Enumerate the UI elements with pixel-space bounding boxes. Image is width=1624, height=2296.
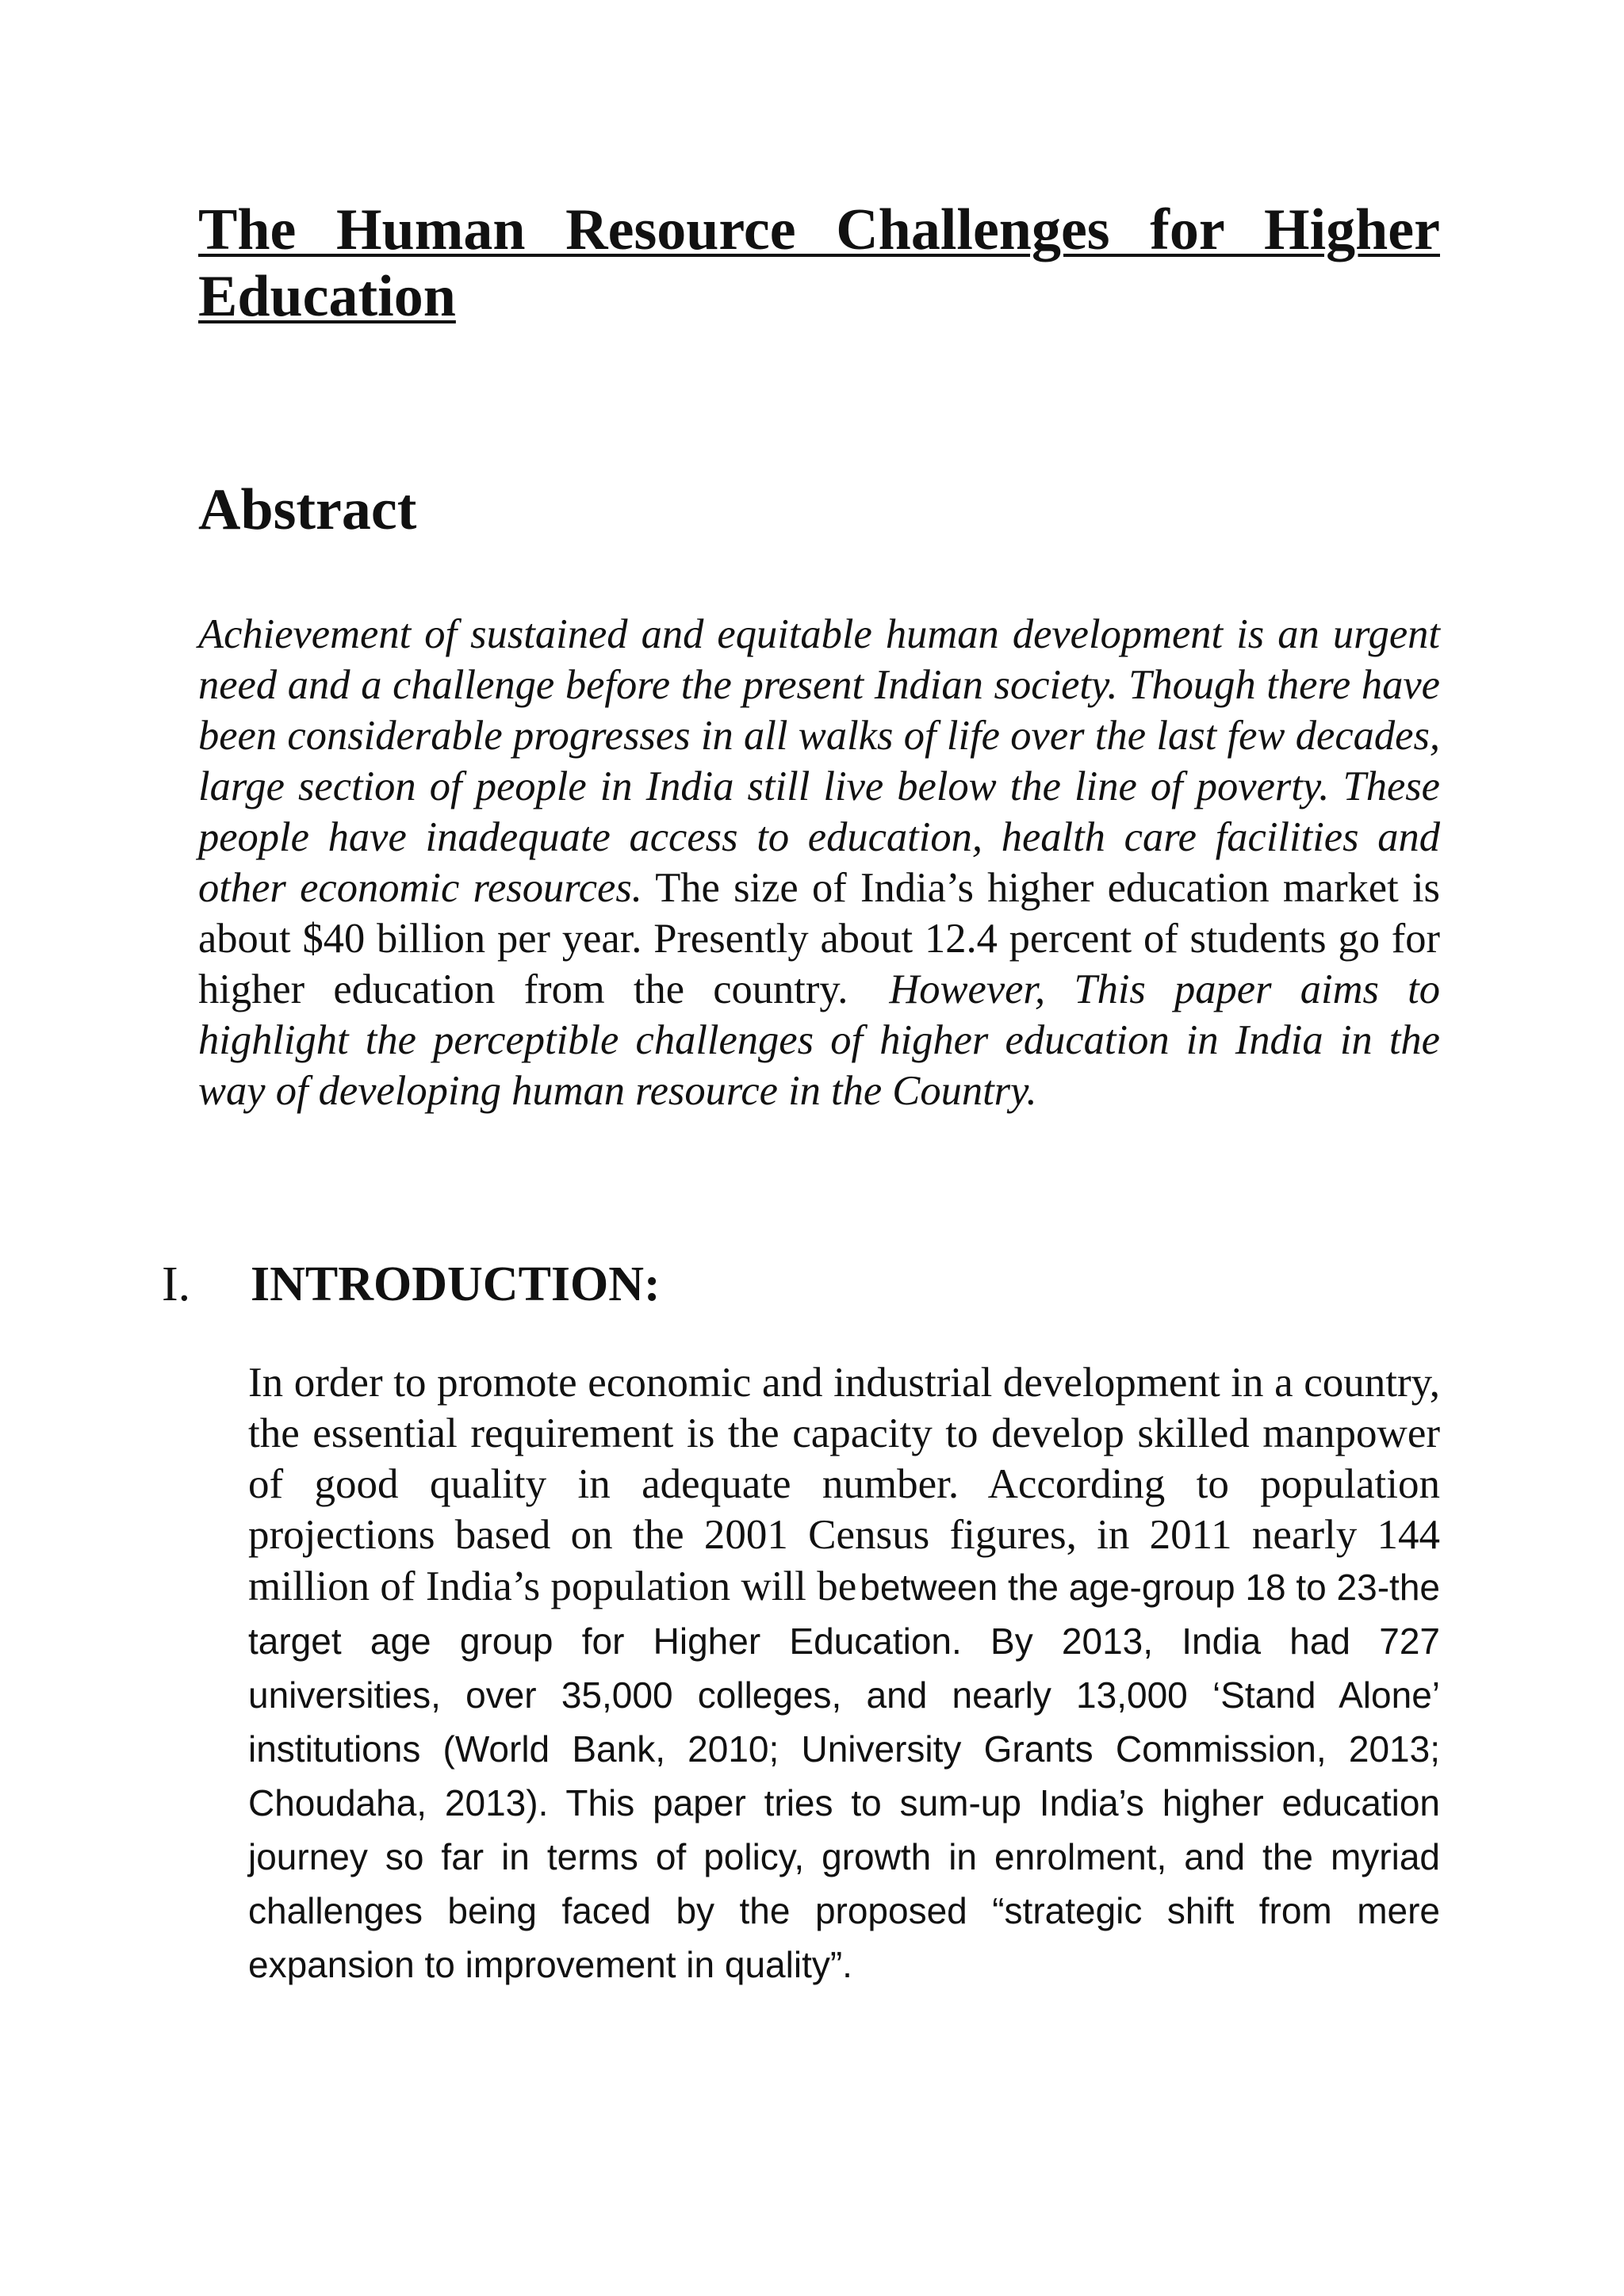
abstract-paragraph — [198, 609, 1440, 1116]
section-title: INTRODUCTION: — [251, 1257, 661, 1311]
section-number: I. — [162, 1257, 191, 1311]
abstract-regular-text: The size of India’s higher education market is about $40 billion per year. Presently about 12.4 percent of students go for higher education from the country. — [198, 865, 1440, 1012]
introduction-paragraph — [248, 1357, 1440, 1992]
abstract-italic-text-2: However, This paper aims to highlight the perceptible challenges of higher education in India in the way of developing human resource in the Country. — [198, 966, 1440, 1114]
introduction-heading — [162, 1253, 661, 1316]
abstract-italic-text-1: Achievement of sustained and equitable human development is an urgent need and a challenge before the present Indian society. Though there have been considerable progresses in all walks of life over the last few decades, large section of people in India still live below the line of poverty. These people have inadequate access to education, health care facilities and other economic resources. — [198, 611, 1440, 911]
abstract-heading: Abstract — [198, 477, 417, 542]
introduction-sans-text: between the age-group 18 to 23-the target age group for Higher Education. By 2013, India had 727 universities, over 35,000 colleges, and nearly 13,000 ‘Stand Alone’ institutions (World Bank, 2010; University Grants Commission, 2013; Choudaha, 2013). This paper tries to sum-up India’s higher education journey so far in terms of policy, growth in enrolment, and the myriad challenges being faced by the proposed “strategic shift from mere expansion to improvement in quality”. — [248, 1567, 1440, 1985]
introduction-serif-text: In order to promote economic and industrial development in a country, the essential requirement is the capacity to develop skilled manpower of good quality in adequate number. According to population projections based on the 2001 Census figures, in 2011 nearly 144 million of India’s population will be — [248, 1360, 1440, 1609]
document-title: The Human Resource Challenges for Higher Education — [198, 197, 1440, 329]
